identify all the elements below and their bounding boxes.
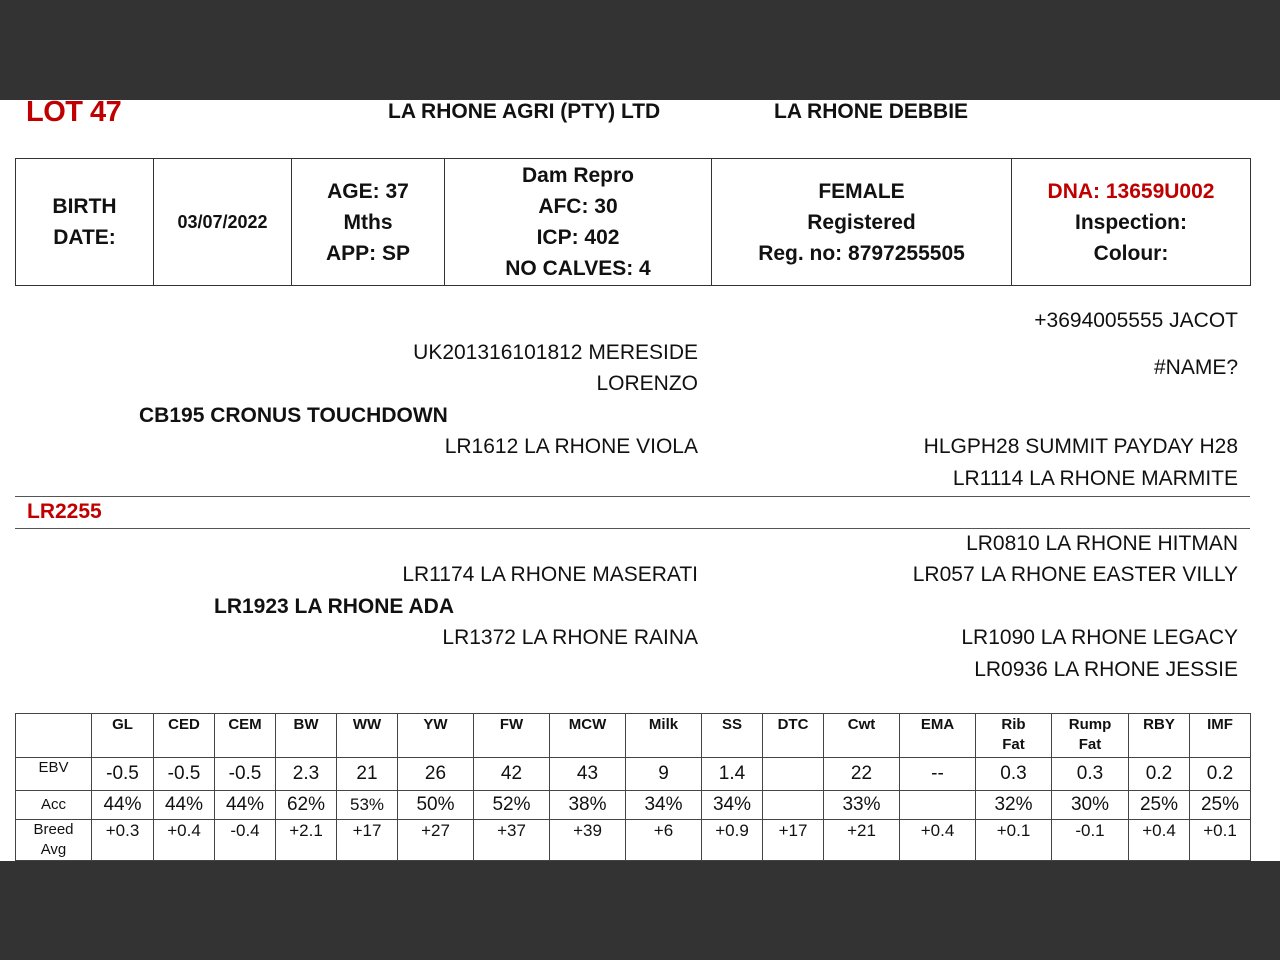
pedigree-sire-sire-dam: #NAME? [1153,356,1238,379]
ebv-header-label: WW [352,716,382,733]
sex: FEMALE [818,179,905,203]
ebv-header-label: YW [423,716,448,733]
ebv-header-label: CEM [228,716,262,733]
ebv-header-label: Rump [1068,716,1112,733]
ebv-cell-milk: 9 [626,758,702,791]
pedigree-sire-dam-dam: LR1114 LA RHONE MARMITE [952,467,1238,490]
ebv-cell-ema [900,791,976,820]
ebv-header-label: MCW [568,716,607,733]
ebv-cell-imf: +0.1 [1190,820,1251,861]
ebv-header-label: Milk [648,716,679,733]
ebv-header-ema [900,714,976,758]
ebv-cell-dtc [763,758,824,791]
ebv-cell-gl: +0.3 [92,820,154,861]
ebv-row-ebv [16,758,1251,791]
ebv-header-label: DTC [777,716,809,733]
ebv-table [15,713,1251,861]
registration-cell [712,159,1012,286]
ebv-header-ww [337,714,398,758]
age: AGE: 37 [327,179,409,203]
pedigree-dam-sire-sire: LR0810 LA RHONE HITMAN [966,532,1238,555]
pedigree-dam-sire-dam: LR057 LA RHONE EASTER VILLY [912,563,1238,586]
ebv-header-rib [976,714,1052,758]
ebv-cell-mcw: 38% [550,791,626,820]
registration-number: Reg. no: 8797255505 [758,241,965,265]
ebv-cell-cem: -0.4 [215,820,276,861]
ebv-cell-rby: 0.2 [1129,758,1190,791]
pedigree-sire-sire-line1: UK201316101812 MERESIDE [413,341,698,364]
registration-status: Registered [807,210,916,234]
dam-repro-title: Dam Repro [521,164,635,187]
ebv-cell-ww: +17 [337,820,398,861]
ebv-cell-rump: 0.3 [1052,758,1129,791]
lot-number: LOT 47 [26,96,122,128]
ebv-cell-mcw: 43 [550,758,626,791]
ebv-row-acc [16,791,1251,820]
ebv-cell-imf: 0.2 [1190,758,1251,791]
age-unit: Mths [343,210,393,234]
pedigree-dam-sire: LR1174 LA RHONE MASERATI [402,563,698,586]
ebv-header-label: CED [168,716,200,733]
ebv-cell-ss: +0.9 [702,820,763,861]
catalogue-page [0,96,1280,861]
ebv-cell-cem: -0.5 [215,758,276,791]
breeder-name: LA RHONE AGRI (PTY) LTD [388,100,661,123]
ebv-cell-rby: +0.4 [1129,820,1190,861]
ebv-cell-gl: 44% [92,791,154,820]
pedigree-dam: LR1923 LA RHONE ADA [214,595,454,618]
ebv-header-label: RBY [1143,716,1175,733]
ebv-cell-ema: -- [900,758,976,791]
ebv-header-label-2: Fat [1078,736,1102,753]
row-label-text: EBV [38,759,69,776]
ebv-cell-imf: 25% [1190,791,1251,820]
ebv-header-cem [215,714,276,758]
ebv-cell-ss: 1.4 [702,758,763,791]
ebv-header-ced [154,714,215,758]
ebv-cell-yw: 26 [398,758,474,791]
ebv-header-rby [1129,714,1190,758]
ebv-header-mcw [550,714,626,758]
ebv-cell-fw: 42 [474,758,550,791]
calves-count: NO CALVES: 4 [505,257,651,280]
pedigree-sire-dam: LR1612 LA RHONE VIOLA [444,435,698,458]
app: APP: SP [325,241,411,265]
inspection-label: Inspection: [1074,210,1187,234]
ebv-header-bw [276,714,337,758]
ebv-header-label: Cwt [847,716,876,733]
ebv-header-label: EMA [920,716,955,733]
pedigree-sire: CB195 CRONUS TOUCHDOWN [139,404,448,427]
ebv-cell-bw: 2.3 [276,758,337,791]
ebv-cell-rib: 0.3 [976,758,1052,791]
ebv-cell-ema: +0.4 [900,820,976,861]
animal-info-table [15,158,1251,286]
ebv-header-label: FW [499,716,524,733]
ebv-row-label [16,820,92,861]
ebv-header-label: Rib [1001,716,1026,733]
ebv-header-gl [92,714,154,758]
ebv-header-ss [702,714,763,758]
birth-date: 03/07/2022 [177,211,268,232]
ebv-cell-ww: 21 [337,758,398,791]
birth-date-label-cell [16,159,154,286]
ebv-header-blank [16,714,92,758]
ebv-cell-rby: 25% [1129,791,1190,820]
ebv-cell-ced: +0.4 [154,820,215,861]
ebv-cell-dtc: +17 [763,820,824,861]
divider-top [15,496,1250,497]
animal-name: LA RHONE DEBBIE [774,100,969,123]
ebv-cell-ss: 34% [702,791,763,820]
colour-label: Colour: [1093,241,1169,265]
ebv-header-cwt [824,714,900,758]
ebv-row-label [16,758,92,791]
ebv-cell-yw: 50% [398,791,474,820]
ebv-header-fw [474,714,550,758]
afc: AFC: 30 [538,195,618,218]
ebv-cell-yw: +27 [398,820,474,861]
birth-label: BIRTH [52,195,117,218]
ebv-cell-cem: 44% [215,791,276,820]
ebv-cell-ww: 53% [337,791,398,820]
ebv-header-dtc [763,714,824,758]
ebv-row-label [16,791,92,820]
ebv-cell-ced: -0.5 [154,758,215,791]
ebv-cell-cwt: 22 [824,758,900,791]
pedigree-dam-dam-dam: LR0936 LA RHONE JESSIE [974,658,1238,681]
ebv-cell-fw: +37 [474,820,550,861]
dna-cell [1012,159,1251,286]
ebv-cell-dtc [763,791,824,820]
dam-repro-cell [445,159,712,286]
ebv-header-row [16,714,1251,758]
ebv-header-milk [626,714,702,758]
ebv-cell-cwt: 33% [824,791,900,820]
ebv-header-imf [1190,714,1251,758]
ebv-cell-fw: 52% [474,791,550,820]
divider-bottom [15,528,1250,529]
ebv-header-label: GL [112,716,133,733]
age-cell [292,159,445,286]
ebv-header-label: IMF [1207,716,1233,733]
ebv-cell-ced: 44% [154,791,215,820]
date-label: DATE: [53,226,116,249]
pedigree-dam-dam-sire: LR1090 LA RHONE LEGACY [961,626,1238,649]
ebv-cell-gl: -0.5 [92,758,154,791]
ebv-cell-mcw: +39 [550,820,626,861]
pedigree-sire-dam-sire: HLGPH28 SUMMIT PAYDAY H28 [923,435,1238,458]
ebv-cell-rump: -0.1 [1052,820,1129,861]
row-label-text: Breed [33,821,74,838]
pedigree-dam-dam: LR1372 LA RHONE RAINA [442,626,698,649]
animal-registration-id: LR2255 [27,500,102,523]
row-label-text: Acc [40,796,66,813]
pedigree-sire-sire-sire: +3694005555 JACOT [1034,309,1238,332]
ebv-cell-milk: +6 [626,820,702,861]
ebv-cell-rib: +0.1 [976,820,1052,861]
ebv-cell-rib: 32% [976,791,1052,820]
ebv-cell-cwt: +21 [824,820,900,861]
dna-number: DNA: 13659U002 [1047,179,1215,203]
ebv-cell-bw: 62% [276,791,337,820]
ebv-header-label-2: Fat [1002,736,1025,753]
ebv-cell-bw: +2.1 [276,820,337,861]
ebv-cell-rump: 30% [1052,791,1129,820]
ebv-header-yw [398,714,474,758]
ebv-header-label: SS [721,716,742,733]
ebv-cell-milk: 34% [626,791,702,820]
birth-date-cell [154,159,292,286]
ebv-header-label: BW [293,716,319,733]
row-label-text-2: Avg [40,841,67,858]
ebv-row-breed [16,820,1251,861]
pedigree-sire-sire-line2: LORENZO [596,372,698,395]
icp: ICP: 402 [536,226,620,249]
ebv-header-rump [1052,714,1129,758]
